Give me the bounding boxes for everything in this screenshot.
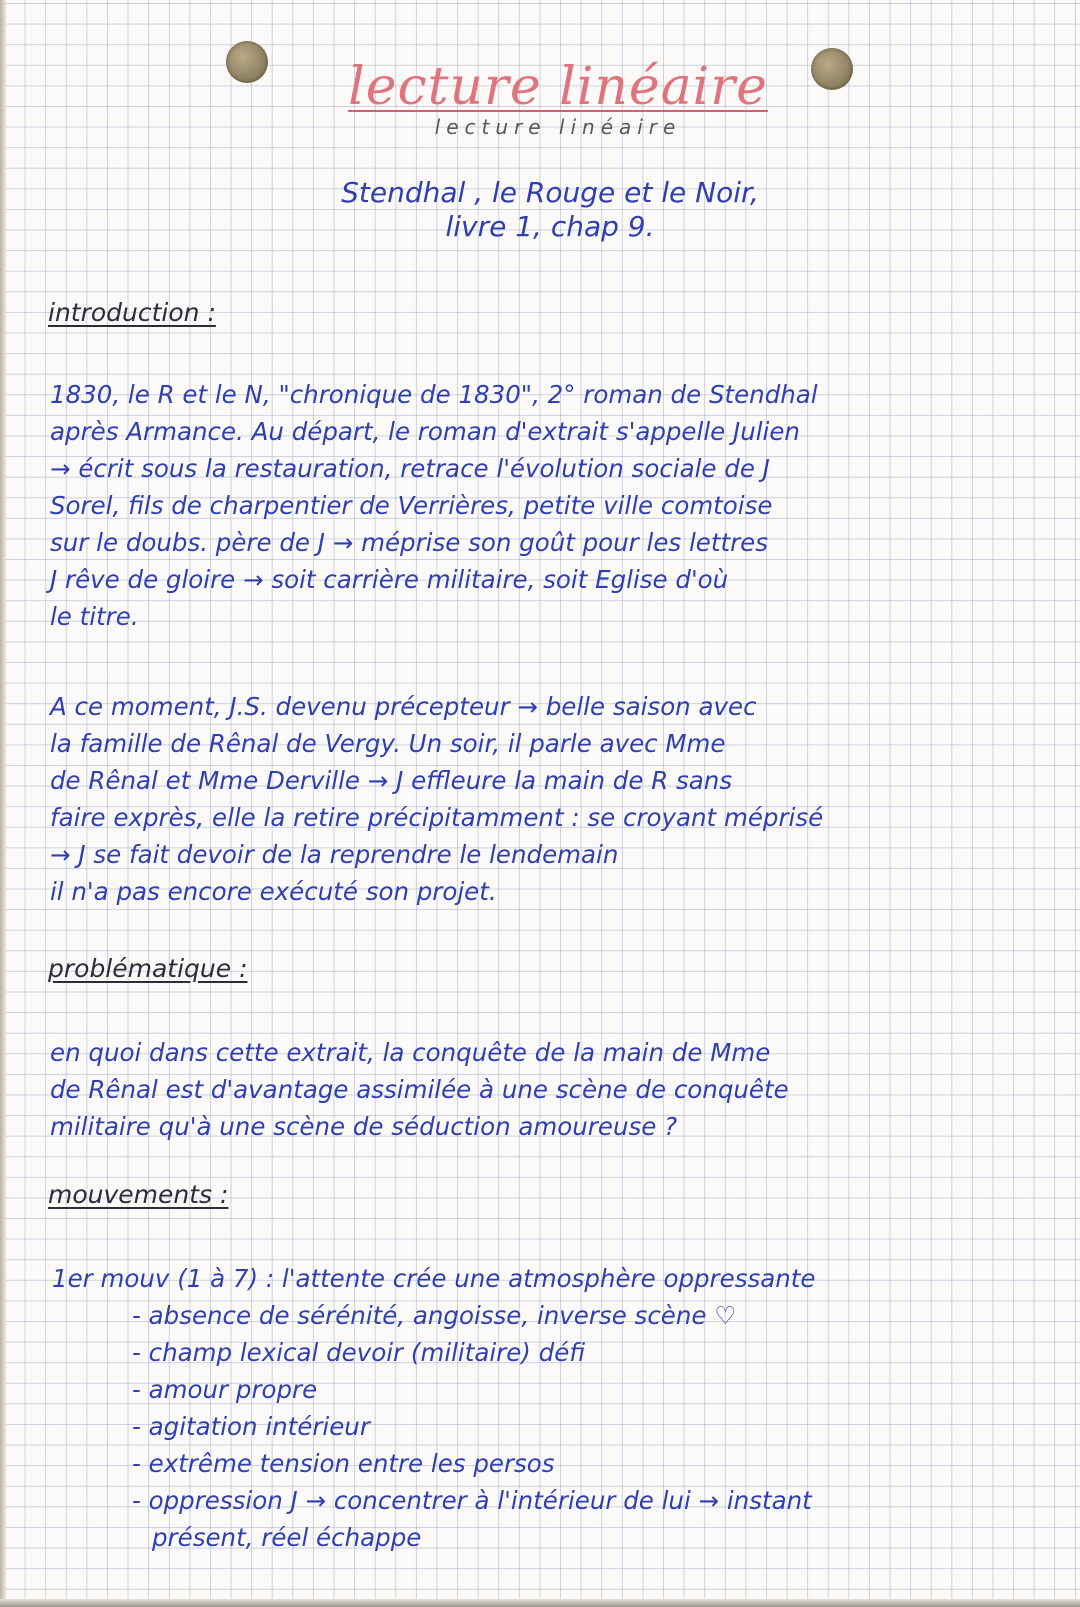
heading-mouvements: mouvements : [48,1180,229,1209]
text-line: 1830, le R et le N, "chronique de 1830", 2° roman de Stendhal [50,380,818,409]
page-bottom-edge [0,1599,1080,1607]
text-line: militaire qu'à une scène de séduction amoureuse ? [50,1112,678,1141]
text-line: sur le doubs. père de J → méprise son goût pour les lettres [50,528,768,557]
introduction-paragraph [50,376,1060,635]
problematique-paragraph [50,1034,1060,1145]
list-item: - absence de sérénité, angoisse, inverse scène ♡ [132,1301,737,1330]
list-item: - extrême tension entre les persos [132,1449,555,1478]
text-line: A ce moment, J.S. devenu précepteur → belle saison avec [50,692,757,721]
page-title [298,57,818,139]
text-line: de Rênal et Mme Derville → J effleure la main de R sans [50,766,733,795]
title-pencil-draft: lecture linéaire [434,115,682,139]
mouvements-list [52,1260,1062,1556]
list-item: - agitation intérieur [132,1412,370,1441]
page-left-edge [0,0,6,1607]
heading-problematique: problématique : [48,954,248,983]
text-line: la famille de Rênal de Vergy. Un soir, il parle avec Mme [50,729,726,758]
text-line: en quoi dans cette extrait, la conquête de la main de Mme [50,1038,771,1067]
title-main: lecture linéaire [348,57,768,117]
text-line: après Armance. Au départ, le roman d'extrait s'appelle Julien [50,417,800,446]
text-line: → écrit sous la restauration, retrace l'évolution sociale de J [50,454,770,483]
text-line: le titre. [50,602,139,631]
subtitle-line-1: Stendhal , le Rouge et le Noir, [341,176,759,209]
text-line: → J se fait devoir de la reprendre le lendemain [50,840,619,869]
heading-introduction: introduction : [48,298,216,327]
text-line: de Rênal est d'avantage assimilée à une scène de conquête [50,1075,789,1104]
text-line: faire exprès, elle la retire précipitamment : se croyant méprisé [50,803,824,832]
binder-hole-left [226,41,268,83]
text-line: Sorel, fils de charpentier de Verrières, petite ville comtoise [50,491,773,520]
list-item-continuation: présent, réel échappe [152,1523,422,1552]
subtitle [300,176,800,244]
list-item: - amour propre [132,1375,318,1404]
list-item: - oppression J → concentrer à l'intérieur de lui → instant [132,1486,812,1515]
list-item: - champ lexical devoir (militaire) défi [132,1338,586,1367]
subtitle-line-2: livre 1, chap 9. [445,210,655,243]
movement-title: 1er mouv (1 à 7) : l'attente crée une atmosphère oppressante [52,1264,816,1293]
text-line: il n'a pas encore exécuté son projet. [50,877,497,906]
context-paragraph [50,688,1060,910]
text-line: J rêve de gloire → soit carrière militaire, soit Eglise d'où [50,565,729,594]
